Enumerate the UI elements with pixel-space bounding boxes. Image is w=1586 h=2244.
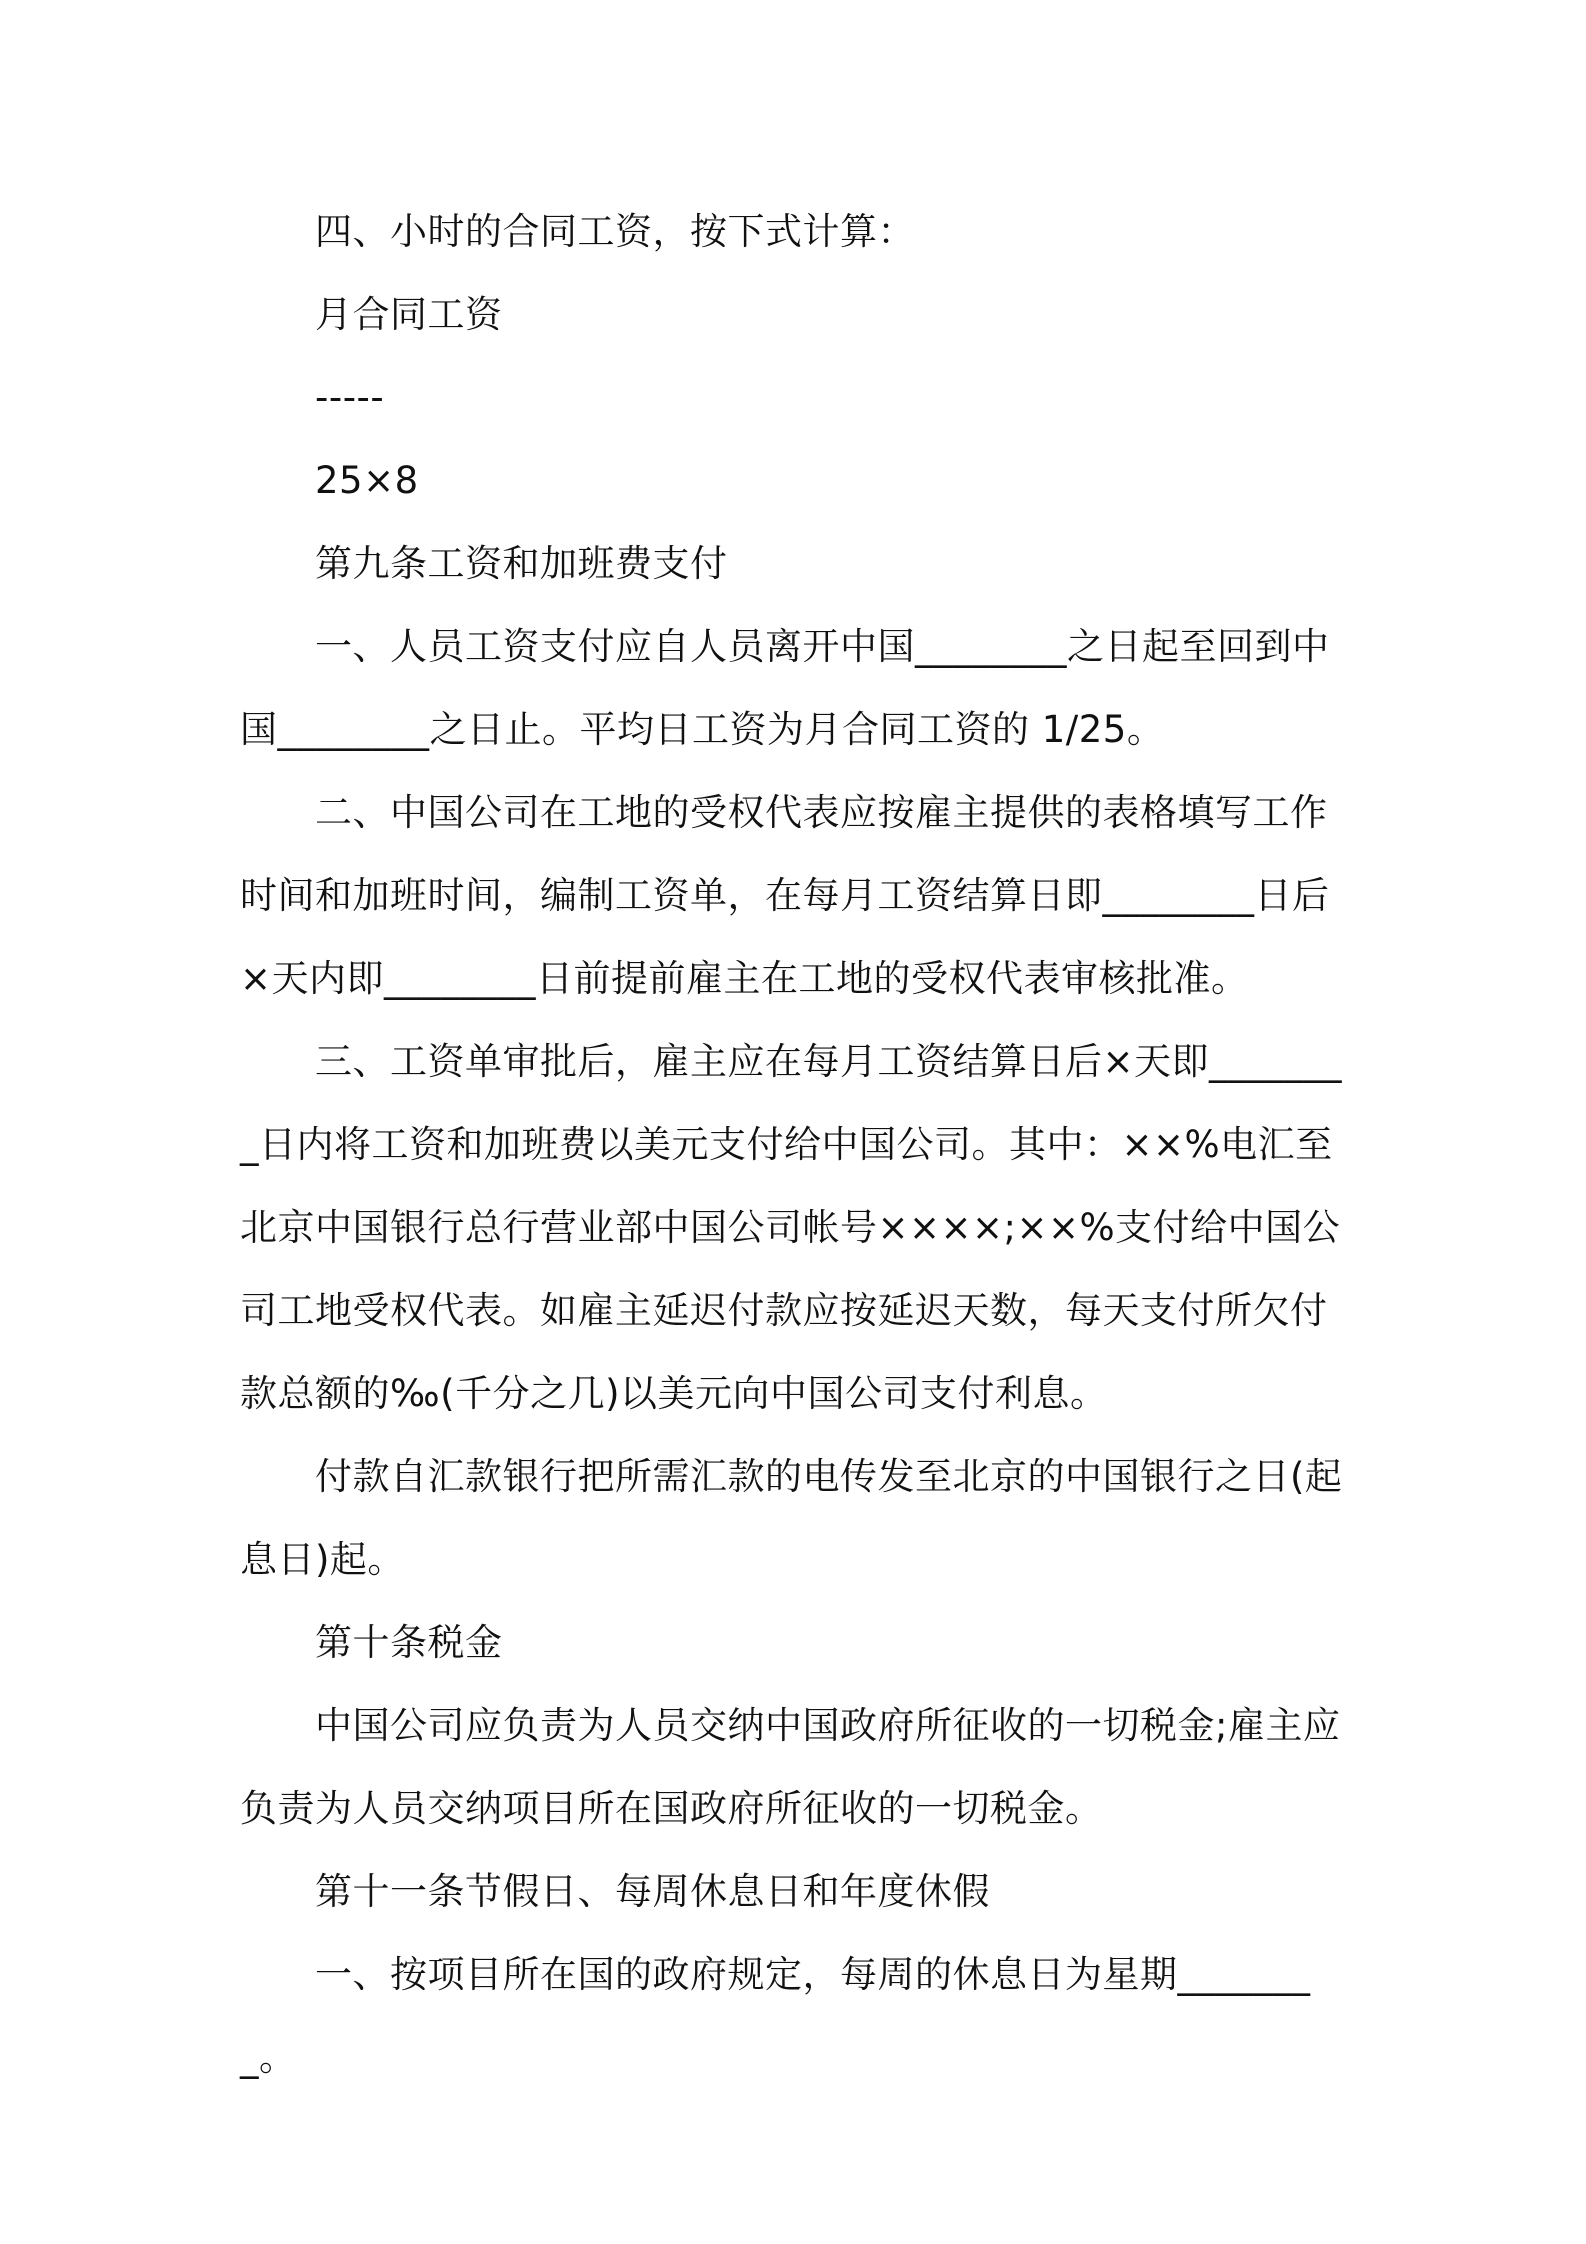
paragraph-article-9-item-1: 一、人员工资支付应自人员离开中国________之日起至回到中国________之日止。平均日工资为月合同工资的 1/25。 [240, 625, 1330, 751]
paragraph-article-9-item-2: 二、中国公司在工地的受权代表应按雇主提供的表格填写工作时间和加班时间，编制工资单，在每月工资结算日即________日后×天内即________日前提前雇主在工地的受权代表审核批准。 [240, 791, 1330, 1000]
paragraph-payment-value-date: 付款自汇款银行把所需汇款的电传发至北京的中国银行之日(起息日)起。 [240, 1455, 1343, 1581]
paragraph-article-9-title: 第九条工资和加班费支付 [315, 542, 728, 585]
paragraph-formula-divider: ----- [315, 376, 385, 419]
paragraph-article-9-item-3: 三、工资单审批后，雇主应在每月工资结算日后×天即________日内将工资和加班费以美元支付给中国公司。其中：××%电汇至北京中国银行总行营业部中国公司帐号××××;××%支付给中国公司工地受权代表。如雇主延迟付款应按延迟天数，每天支付所欠付款总额的‰(千分之几)以美元向中国公司支付利息。 [240, 1040, 1343, 1415]
paragraph-article-11-item-1: 一、按项目所在国的政府规定，每周的休息日为星期________。 [240, 1953, 1311, 2079]
paragraph-article-10-title: 第十条税金 [315, 1621, 503, 1664]
paragraph-formula-denominator: 25×8 [315, 459, 419, 502]
document-body [240, 190, 1360, 2099]
paragraph-formula-numerator: 月合同工资 [315, 293, 503, 336]
paragraph-article-10-body: 中国公司应负责为人员交纳中国政府所征收的一切税金;雇主应负责为人员交纳项目所在国政府所征收的一切税金。 [240, 1704, 1341, 1830]
paragraph-hourly-wage-heading: 四、小时的合同工资，按下式计算： [315, 210, 915, 253]
paragraph-article-11-title: 第十一条节假日、每周休息日和年度休假 [315, 1870, 990, 1913]
